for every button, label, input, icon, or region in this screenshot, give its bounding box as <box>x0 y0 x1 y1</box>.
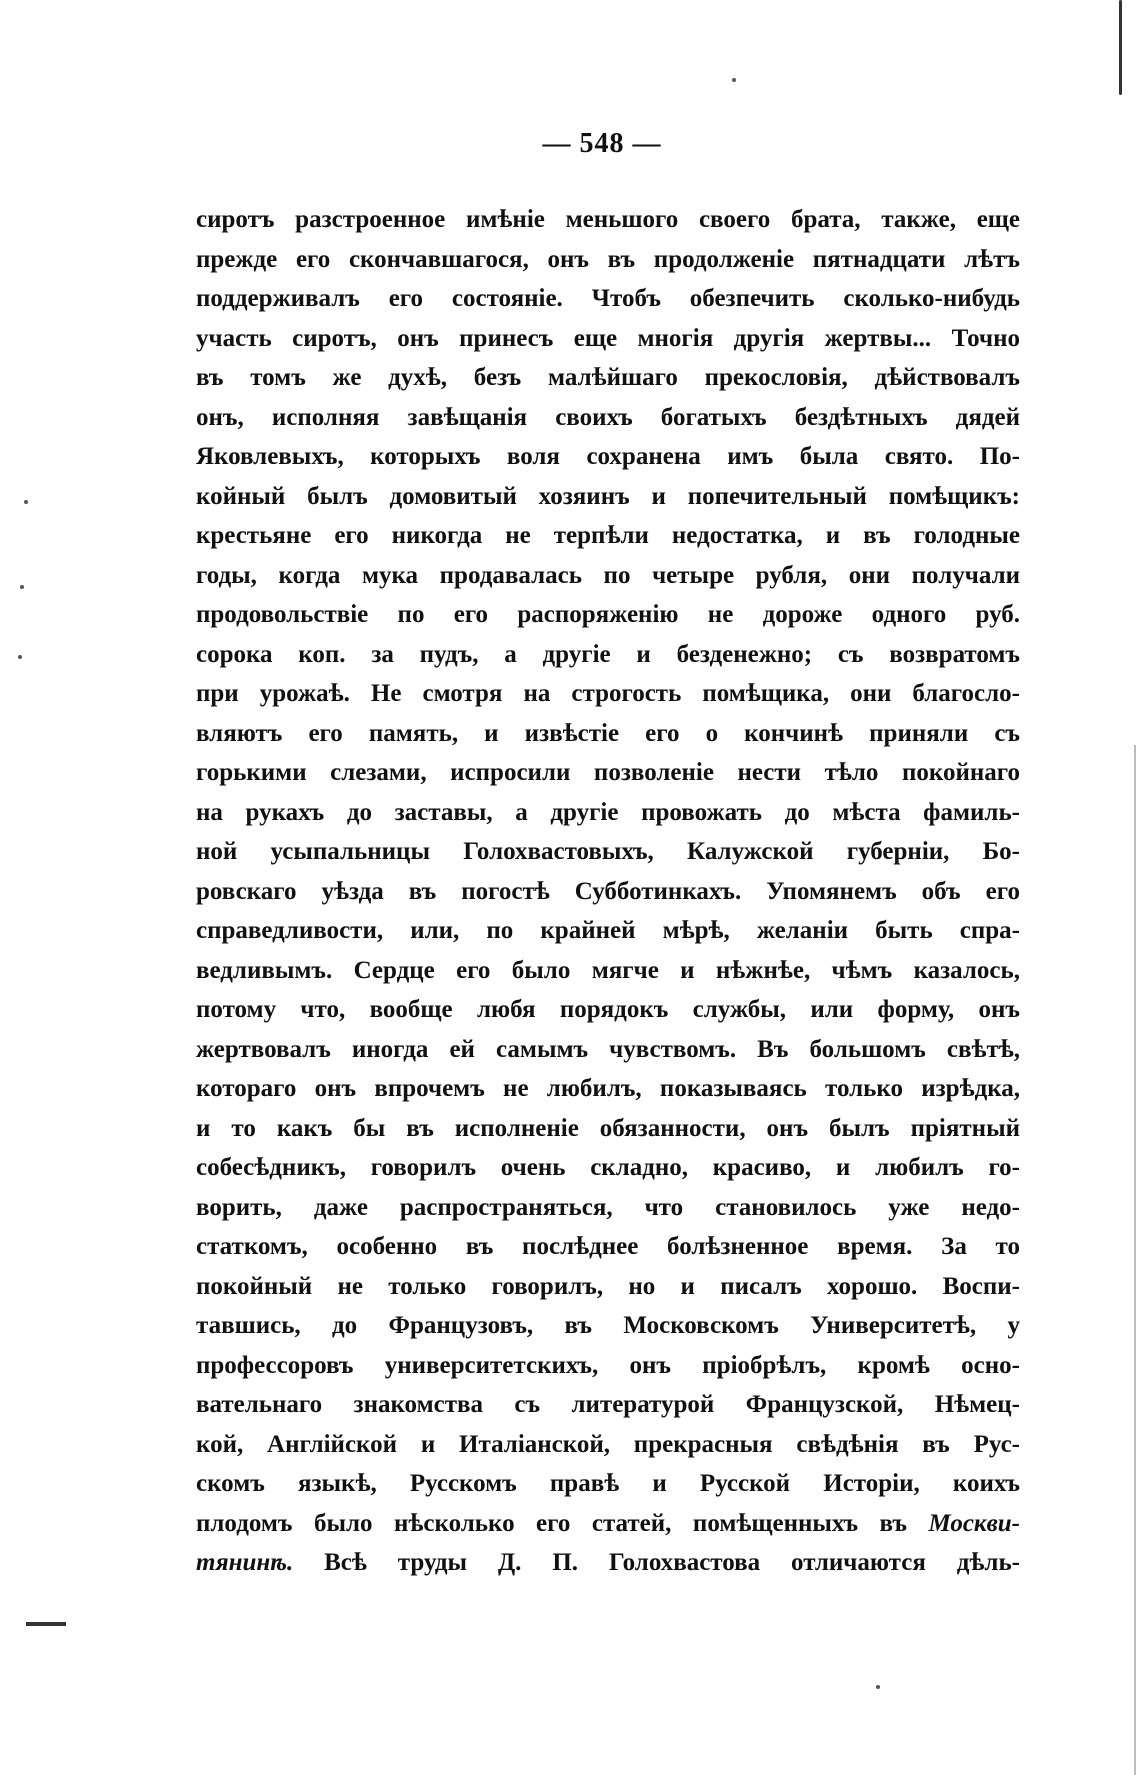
text-line: поддерживалъ его состояніе. Чтобъ обезпечить сколько-нибудь <box>196 285 1020 312</box>
text-line: продовольствіе по его распоряженію не дороже одного руб. <box>196 601 1020 628</box>
text-line: покойный не только говорилъ, но и писалъ хорошо. Воспи- <box>196 1272 1020 1300</box>
scan-margin-mark <box>26 1622 66 1626</box>
text-line: онъ, исполняя завѣщанія своихъ богатыхъ бездѣтныхъ дядей <box>196 403 1020 431</box>
text-line: собесѣдникъ, говорилъ очень складно, красиво, и любилъ го- <box>196 1154 1020 1181</box>
text-line: годы, когда мука продавалась по четыре рубля, они получали <box>196 561 1020 589</box>
text-line-part: Всѣ труды Д. П. Голохвастова отличаются дѣль- <box>293 1549 1020 1576</box>
text-line: вательнаго знакомства съ литературой Французской, Нѣмец- <box>196 1391 1020 1418</box>
text-line: профессоровъ университетскихъ, онъ пріобрѣлъ, кромѣ осно- <box>196 1351 1020 1379</box>
text-line: жертвовалъ иногда ей самымъ чувствомъ. Въ большомъ свѣтѣ, <box>196 1035 1020 1063</box>
scan-edge-mark <box>1119 0 1122 95</box>
scan-speck <box>20 585 24 589</box>
text-line: прежде его скончавшагося, онъ въ продолженіе пятнадцати лѣтъ <box>196 245 1020 273</box>
text-line: и то какъ бы въ исполненіе обязанности, онъ былъ пріятный <box>196 1114 1020 1142</box>
text-line <box>196 1504 1020 1544</box>
text-line: при урожаѣ. Не смотря на строгость помѣщика, они благосло- <box>196 680 1020 707</box>
italic-title-part: тянинѣ. <box>196 1549 294 1576</box>
text-line: ворить, даже распространяться, что становилось уже недо- <box>196 1193 1020 1221</box>
italic-title-part: Москви- <box>928 1509 1020 1537</box>
text-line: сорока коп. за пудъ, а другіе и безденежно; съ возвратомъ <box>196 640 1020 668</box>
text-line: потому что, вообще любя порядокъ службы, или форму, онъ <box>196 996 1020 1023</box>
text-line: крестьяне его никогда не терпѣли недостатка, и въ голодные <box>196 522 1020 549</box>
text-line-part: плодомъ было нѣсколько его статей, помѣщенныхъ въ <box>196 1509 929 1537</box>
text-line: статкомъ, особенно въ послѣднее болѣзненное время. За то <box>196 1233 1020 1260</box>
scan-speck <box>876 1685 880 1689</box>
text-line: скомъ языкѣ, Русскомъ правѣ и Русской Исторіи, коихъ <box>196 1470 1020 1497</box>
text-line: сиротъ разстроенное имѣніе меньшого своего брата, также, еще <box>196 206 1020 233</box>
scan-speck <box>732 78 736 82</box>
text-line: ведливымъ. Сердце его было мягче и нѣжнѣе, чѣмъ казалось, <box>196 956 1020 984</box>
text-line: койный былъ домовитый хозяинъ и попечительный помѣщикъ: <box>196 482 1020 510</box>
page-number: — 548 — <box>542 128 662 159</box>
text-line <box>196 1543 1020 1583</box>
text-line: горькими слезами, испросили позволеніе нести тѣло покойнаго <box>196 759 1020 786</box>
scan-speck <box>24 500 28 504</box>
scan-edge-line <box>1134 745 1136 1775</box>
text-line: тавшись, до Французовъ, въ Московскомъ Университетѣ, у <box>196 1312 1020 1339</box>
text-line: на рукахъ до заставы, а другіе провожать до мѣста фамиль- <box>196 798 1020 826</box>
body-text <box>196 200 1020 1583</box>
text-line: участь сиротъ, онъ принесъ еще многія другія жертвы... Точно <box>196 324 1020 352</box>
text-line: справедливости, или, по крайней мѣрѣ, желаніи быть спра- <box>196 917 1020 944</box>
text-line: кой, Англійской и Италіанской, прекрасныя свѣдѣнія въ Рус- <box>196 1430 1020 1458</box>
text-line: ной усыпальницы Голохвастовыхъ, Калужской губерніи, Бо- <box>196 838 1020 865</box>
text-line: вляютъ его память, и извѣстіе его о кончинѣ приняли съ <box>196 719 1020 747</box>
text-line: въ томъ же духѣ, безъ малѣйшаго прекословія, дѣйствовалъ <box>196 364 1020 391</box>
text-line: ровскаго уѣзда въ погостѣ Субботинкахъ. Упомянемъ объ его <box>196 877 1020 905</box>
text-line: Яковлевыхъ, которыхъ воля сохранена имъ была свято. По- <box>196 443 1020 470</box>
scan-speck <box>18 655 22 659</box>
text-line: котораго онъ впрочемъ не любилъ, показываясь только изрѣдка, <box>196 1075 1020 1102</box>
